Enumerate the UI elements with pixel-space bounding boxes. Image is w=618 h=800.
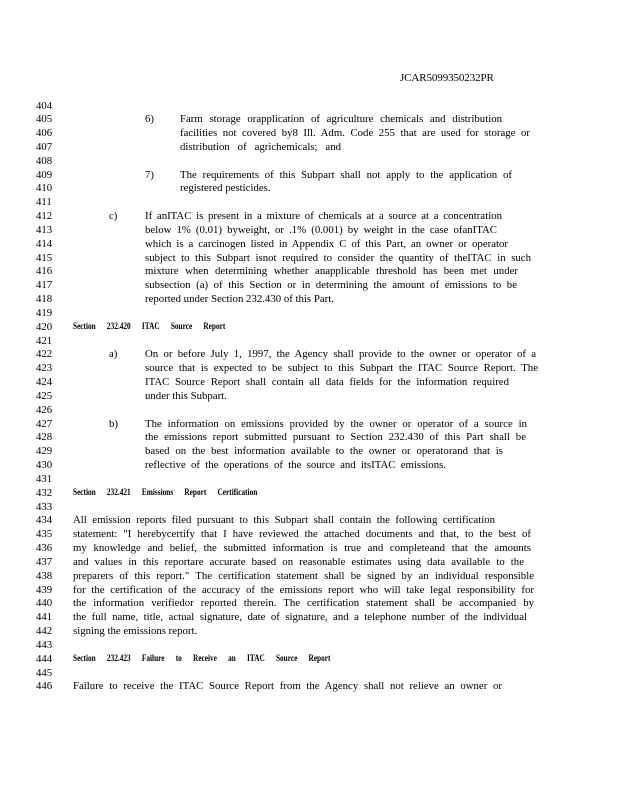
line-text: mixture when determining whether anapplicable threshold has been met under	[145, 265, 518, 278]
document-line	[0, 501, 618, 515]
line-text: Failure to receive the ITAC Source Report from the Agency shall not relieve an owner or	[73, 680, 502, 693]
document-line	[0, 431, 618, 445]
line-number: 443	[36, 638, 53, 651]
document-line	[0, 542, 618, 556]
list-marker: a)	[109, 348, 118, 361]
document-line	[0, 570, 618, 584]
document-line	[0, 473, 618, 487]
line-number: 423	[36, 362, 53, 375]
line-text: for the certification of the accuracy of the emissions report who will take legal responsibility for	[73, 583, 534, 596]
line-number: 424	[36, 376, 53, 389]
line-number: 409	[36, 168, 53, 181]
document-line	[0, 445, 618, 459]
list-marker: 7)	[145, 168, 154, 181]
line-text: based on the best information available to the owner or operatorand that is	[145, 445, 503, 458]
line-number: 430	[36, 459, 53, 472]
line-number: 414	[36, 237, 53, 250]
section-heading: Section 232.421 Emissions Report Certification	[73, 487, 258, 498]
document-line	[0, 196, 618, 210]
document-line	[0, 639, 618, 653]
document-line	[0, 265, 618, 279]
line-number: 426	[36, 403, 53, 416]
document-line	[0, 321, 618, 335]
document-line	[0, 459, 618, 473]
line-text: registered pesticides.	[180, 182, 271, 195]
document-line	[0, 362, 618, 376]
line-number: 431	[36, 472, 53, 485]
line-number: 422	[36, 348, 53, 361]
document-line	[0, 653, 618, 667]
line-text: under this Subpart.	[145, 389, 227, 402]
document-line	[0, 210, 618, 224]
document-line	[0, 390, 618, 404]
line-number: 445	[36, 666, 53, 679]
document-line	[0, 307, 618, 321]
document-line	[0, 127, 618, 141]
line-number: 432	[36, 486, 53, 499]
line-number: 435	[36, 528, 53, 541]
line-number: 411	[36, 196, 52, 209]
section-heading: Section 232.423 Failure to Receive an ITAC Source Report	[73, 653, 331, 664]
line-text: my knowledge and belief, the submitted information is true and completeand that the amounts	[73, 542, 531, 555]
line-number: 421	[36, 334, 53, 347]
line-text: the emissions report submitted pursuant to Section 232.430 of this Part shall be	[145, 431, 526, 444]
line-text: The information on emissions provided by the owner or operator of a source in	[145, 417, 527, 430]
list-marker: c)	[109, 210, 118, 223]
line-number: 420	[36, 320, 53, 333]
document-line	[0, 348, 618, 362]
list-marker: 6)	[145, 113, 154, 126]
document-line	[0, 667, 618, 681]
line-number: 444	[36, 652, 53, 665]
document-line	[0, 100, 618, 114]
line-text: subsection (a) of this Section or in determining the amount of emissions to be	[145, 279, 517, 292]
line-number: 410	[36, 182, 53, 195]
line-number: 416	[36, 265, 53, 278]
line-number: 425	[36, 389, 53, 402]
document-line	[0, 293, 618, 307]
line-number: 429	[36, 445, 53, 458]
line-text: facilities not covered by8 Ill. Adm. Code 255 that are used for storage or	[180, 127, 530, 140]
document-line	[0, 155, 618, 169]
line-text: source that is expected to be subject to this Subpart the ITAC Source Report. The	[145, 362, 538, 375]
line-text: the information verifiedor reported therein. The certification statement shall be accompanied by	[73, 597, 534, 610]
document-line	[0, 376, 618, 390]
line-text: reported under Section 232.430 of this Part.	[145, 293, 334, 306]
line-text: On or before July 1, 1997, the Agency shall provide to the owner or operator of a	[145, 348, 536, 361]
line-text: All emission reports filed pursuant to this Subpart shall contain the following certification	[73, 514, 495, 527]
line-text: signing the emissions report.	[73, 625, 198, 638]
line-number: 419	[36, 306, 53, 319]
line-number: 434	[36, 514, 53, 527]
line-number: 415	[36, 251, 53, 264]
line-number: 442	[36, 625, 53, 638]
line-number: 440	[36, 597, 53, 610]
line-text: If anITAC is present in a mixture of chemicals at a source at a concentration	[145, 210, 502, 223]
document-line	[0, 680, 618, 694]
document-line	[0, 404, 618, 418]
line-number: 446	[36, 680, 53, 693]
line-text: preparers of this report." The certification statement shall be signed by an individual responsible	[73, 569, 534, 582]
line-text: reflective of the operations of the source and itsITAC emissions.	[145, 459, 446, 472]
line-text: statement: "I herebycertify that I have reviewed the attached documents and that, to the best of	[73, 528, 531, 541]
document-line	[0, 279, 618, 293]
line-text: Farm storage orapplication of agriculture chemicals and distribution	[180, 113, 502, 126]
document-line	[0, 182, 618, 196]
section-heading: Section 232.420 ITAC Source Report	[73, 321, 226, 332]
line-number: 405	[36, 113, 53, 126]
document-line	[0, 611, 618, 625]
document-line	[0, 335, 618, 349]
line-text: and values in this reportare accurate based on reasonable estimates using data available to the	[73, 555, 524, 568]
line-number: 406	[36, 127, 53, 140]
line-number: 407	[36, 140, 53, 153]
line-text: below 1% (0.01) byweight, or .1% (0.001) by weight in the case ofanITAC	[145, 223, 497, 236]
document-line	[0, 487, 618, 501]
line-text: subject to this Subpart isnot required to consider the quantity of theITAC in such	[145, 251, 531, 264]
line-text: distribution of agrichemicals; and	[180, 140, 341, 153]
line-number: 437	[36, 555, 53, 568]
line-number: 439	[36, 583, 53, 596]
document-line	[0, 238, 618, 252]
line-number: 433	[36, 500, 53, 513]
line-number: 427	[36, 417, 53, 430]
document-line	[0, 556, 618, 570]
document-line	[0, 625, 618, 639]
line-text: ITAC Source Report shall contain all data fields for the information required	[145, 376, 509, 389]
line-number: 404	[36, 99, 53, 112]
document-line	[0, 597, 618, 611]
document-line	[0, 224, 618, 238]
list-marker: b)	[109, 417, 118, 430]
document-line	[0, 113, 618, 127]
line-number: 436	[36, 542, 53, 555]
document-line	[0, 584, 618, 598]
line-number: 438	[36, 569, 53, 582]
document-line	[0, 514, 618, 528]
document-header: JCAR5099350232PR	[400, 72, 494, 84]
line-number: 428	[36, 431, 53, 444]
line-number: 413	[36, 223, 53, 236]
line-number: 441	[36, 611, 53, 624]
line-number: 417	[36, 279, 53, 292]
line-number: 418	[36, 293, 53, 306]
line-text: the full name, title, actual signature, date of signature, and a telephone number of the individual	[73, 611, 527, 624]
document-line	[0, 528, 618, 542]
document-line	[0, 418, 618, 432]
document-line	[0, 141, 618, 155]
line-number: 408	[36, 154, 53, 167]
document-line	[0, 169, 618, 183]
line-number: 412	[36, 210, 53, 223]
line-text: which is a carcinogen listed in Appendix C of this Part, an owner or operator	[145, 237, 508, 250]
document-line	[0, 252, 618, 266]
line-text: The requirements of this Subpart shall not apply to the application of	[180, 168, 512, 181]
